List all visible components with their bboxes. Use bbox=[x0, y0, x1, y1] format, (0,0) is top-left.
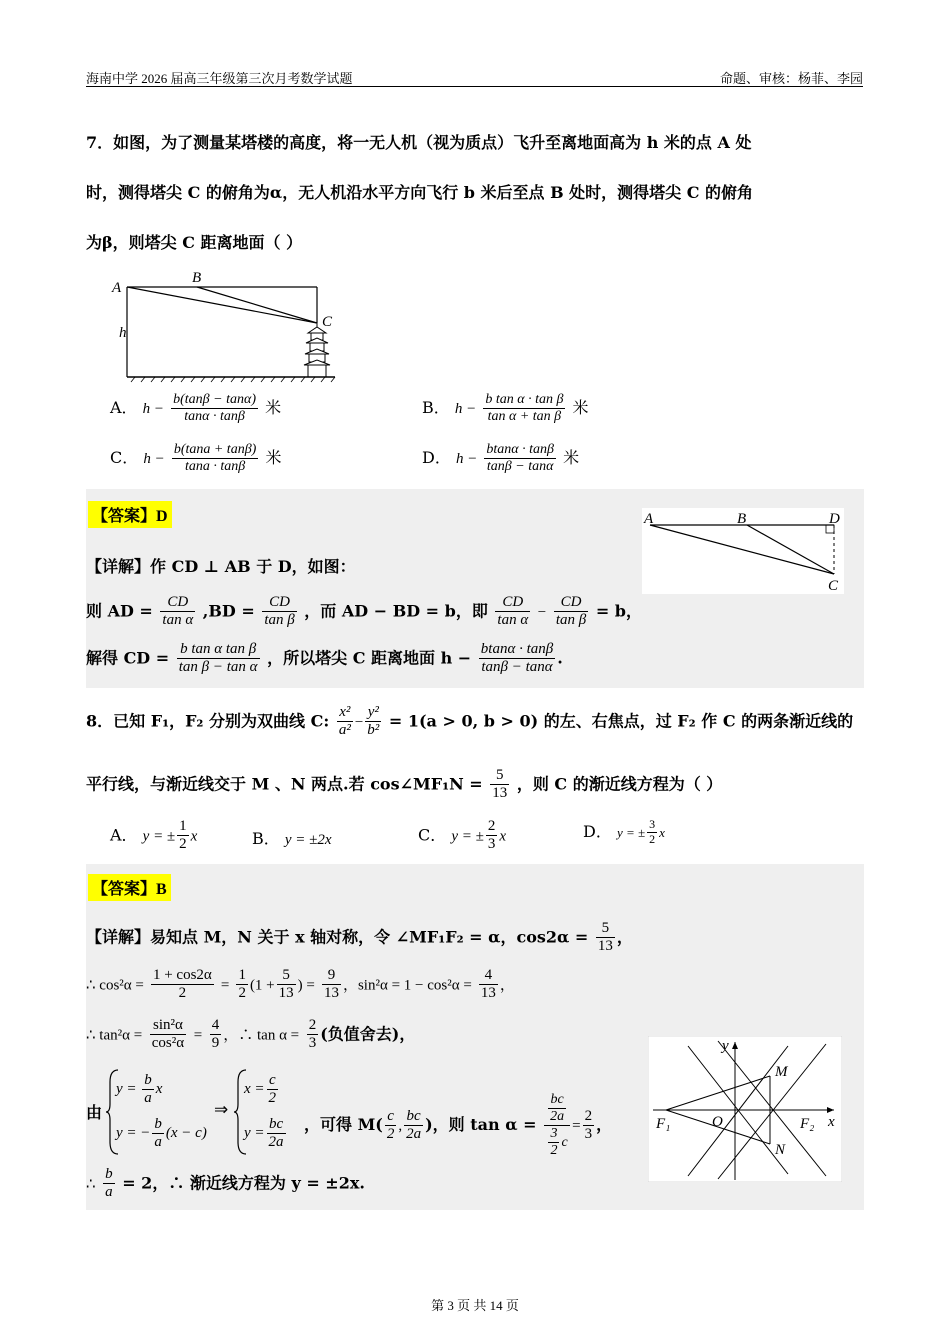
q7-solution-figure bbox=[642, 508, 844, 594]
svg-text:M: M bbox=[775, 1064, 788, 1080]
svg-text:D: D bbox=[829, 511, 840, 527]
q8-line1: 8．已知 F₁，F₂ 分别为双曲线 C: $\frac{\text{x²}}{\text{a²}}$ − $\frac{\text{y²}}{\text{b²}}$ = 1(a > 0, b > 0) 的左、右焦点，过 F₂ 作 C 的两条渐近线的 bbox=[86, 704, 854, 739]
svg-text:y: y bbox=[722, 1038, 729, 1054]
fig-label-h: h bbox=[119, 325, 127, 341]
q8-detail-1: 【详解】易知点 M，N 关于 x 轴对称，令 ∠MF₁F₂ = α，cos2α = $\frac{5}{13}$ ， bbox=[86, 920, 633, 955]
header-left: 海南中学 2026 届高三年级第三次月考数学试题 bbox=[86, 71, 353, 86]
q8-option-a[interactable]: A． y = ± $\frac{1}{2}$ x bbox=[110, 818, 198, 853]
q7-answer: 【答案】D bbox=[88, 501, 172, 528]
q8-detail-3: ∴ tan²α = $\frac{\text{sin²α}}{\text{cos²α}}$ = $\frac{4}{9}$ ，∴ tan α = $\frac{2}{3}$ (负值舍去)， bbox=[86, 1017, 416, 1052]
page-header bbox=[86, 68, 863, 87]
fig-label-a: A bbox=[112, 280, 122, 296]
svg-text:F₂: F₂ bbox=[800, 1116, 815, 1132]
q7-line3: 为β，则塔尖 C 距离地面（ ） bbox=[86, 233, 303, 252]
q7-option-b[interactable]: B． h − $\frac{\text{b tan α · tan β}}{\text{tan α + tan β}}$ 米 bbox=[422, 392, 589, 425]
svg-text:A: A bbox=[644, 511, 654, 527]
svg-text:O: O bbox=[712, 1114, 723, 1130]
pagoda-icon bbox=[304, 323, 330, 377]
svg-text:B: B bbox=[737, 511, 747, 527]
header-right: 命题、审核：杨菲、李园 bbox=[719, 71, 863, 86]
q8-answer: 【答案】B bbox=[88, 874, 171, 901]
fig-label-c: C bbox=[322, 314, 333, 330]
q7-detail-3: 解得 CD = $\frac{\text{b tan α tan β}}{\text{tan β − tan α}}$ ，所以塔尖 C 距离地面 h − $\frac{btan\alpha \cdot \tan\beta}{\tan\beta - \tan\alpha}$ . bbox=[86, 641, 563, 676]
page-footer: 第 3 页 共 14 页 bbox=[431, 1298, 519, 1313]
q8-option-b[interactable]: B． y = ±2x bbox=[252, 829, 332, 848]
fig-label-b: B bbox=[192, 270, 202, 286]
q7-tower-figure bbox=[105, 265, 345, 385]
q7-option-a[interactable]: A． h − $\frac{b(\tan\beta - \tan\alpha)}{\tan\alpha \cdot \tan\beta}$ 米 bbox=[110, 392, 282, 425]
svg-text:C: C bbox=[828, 578, 839, 594]
svg-text:N: N bbox=[775, 1142, 786, 1158]
q7-detail-2: 则 AD = $\frac{CD}{\text{tan α}}$ ,BD = $\frac{CD}{\text{tan β}}$ ，而 AD − BD = b，即 $\frac{CD}{\text{tan α}}$ − $\frac{CD}{\text{tan β}}$ = b， bbox=[86, 594, 642, 629]
q7-detail-1: 【详解】作 CD ⊥ AB 于 D，如图： bbox=[86, 557, 356, 576]
q8-detail-2: ∴ cos²α = $\frac{1 + \cos 2\alpha}{2}$ = $\frac{1}{2}$ (1 + $\frac{5}{13}$ ) = $\frac{9}{13}$ ，sin²α = 1 − cos²α = $\frac{4}{13}$ ， bbox=[86, 967, 515, 1002]
q8-detail-5: ∴ $\frac{b}{a}$ = 2，∴ 渐近线方程为 y = ±2x. bbox=[86, 1166, 365, 1201]
svg-text:x: x bbox=[828, 1114, 835, 1130]
q7-line1: 7．如图，为了测量某塔楼的高度，将一无人机（视为质点）飞升至离地面高为 h 米的点 A 处 bbox=[86, 133, 752, 152]
q7-option-c[interactable]: C． h − $\frac{b(\tan a + \tan\beta)}{\tan a \cdot \tan\beta}$ 米 bbox=[110, 442, 282, 475]
q8-option-c[interactable]: C． y = ± $\frac{2}{3}$ x bbox=[418, 818, 507, 853]
q8-option-d[interactable]: D． y = ± $\frac{3}{2}$ x bbox=[583, 817, 665, 846]
svg-text:F₁: F₁ bbox=[656, 1116, 671, 1132]
q7-line2: 时，测得塔尖 C 的俯角为α，无人机沿水平方向飞行 b 米后至点 B 处时，测得塔尖 C 的俯角 bbox=[86, 183, 754, 202]
q8-hyperbola-figure bbox=[648, 1036, 842, 1182]
q7-option-d[interactable]: D． h − $\frac{btan\alpha \cdot \tan\beta}{\tan\beta - \tan\alpha}$ 米 bbox=[422, 442, 580, 475]
q8-line2: 平行线，与渐近线交于 M 、N 两点.若 cos∠MF₁N = $\frac{5}{13}$ ，则 C 的渐近线方程为（ ） bbox=[86, 767, 723, 802]
